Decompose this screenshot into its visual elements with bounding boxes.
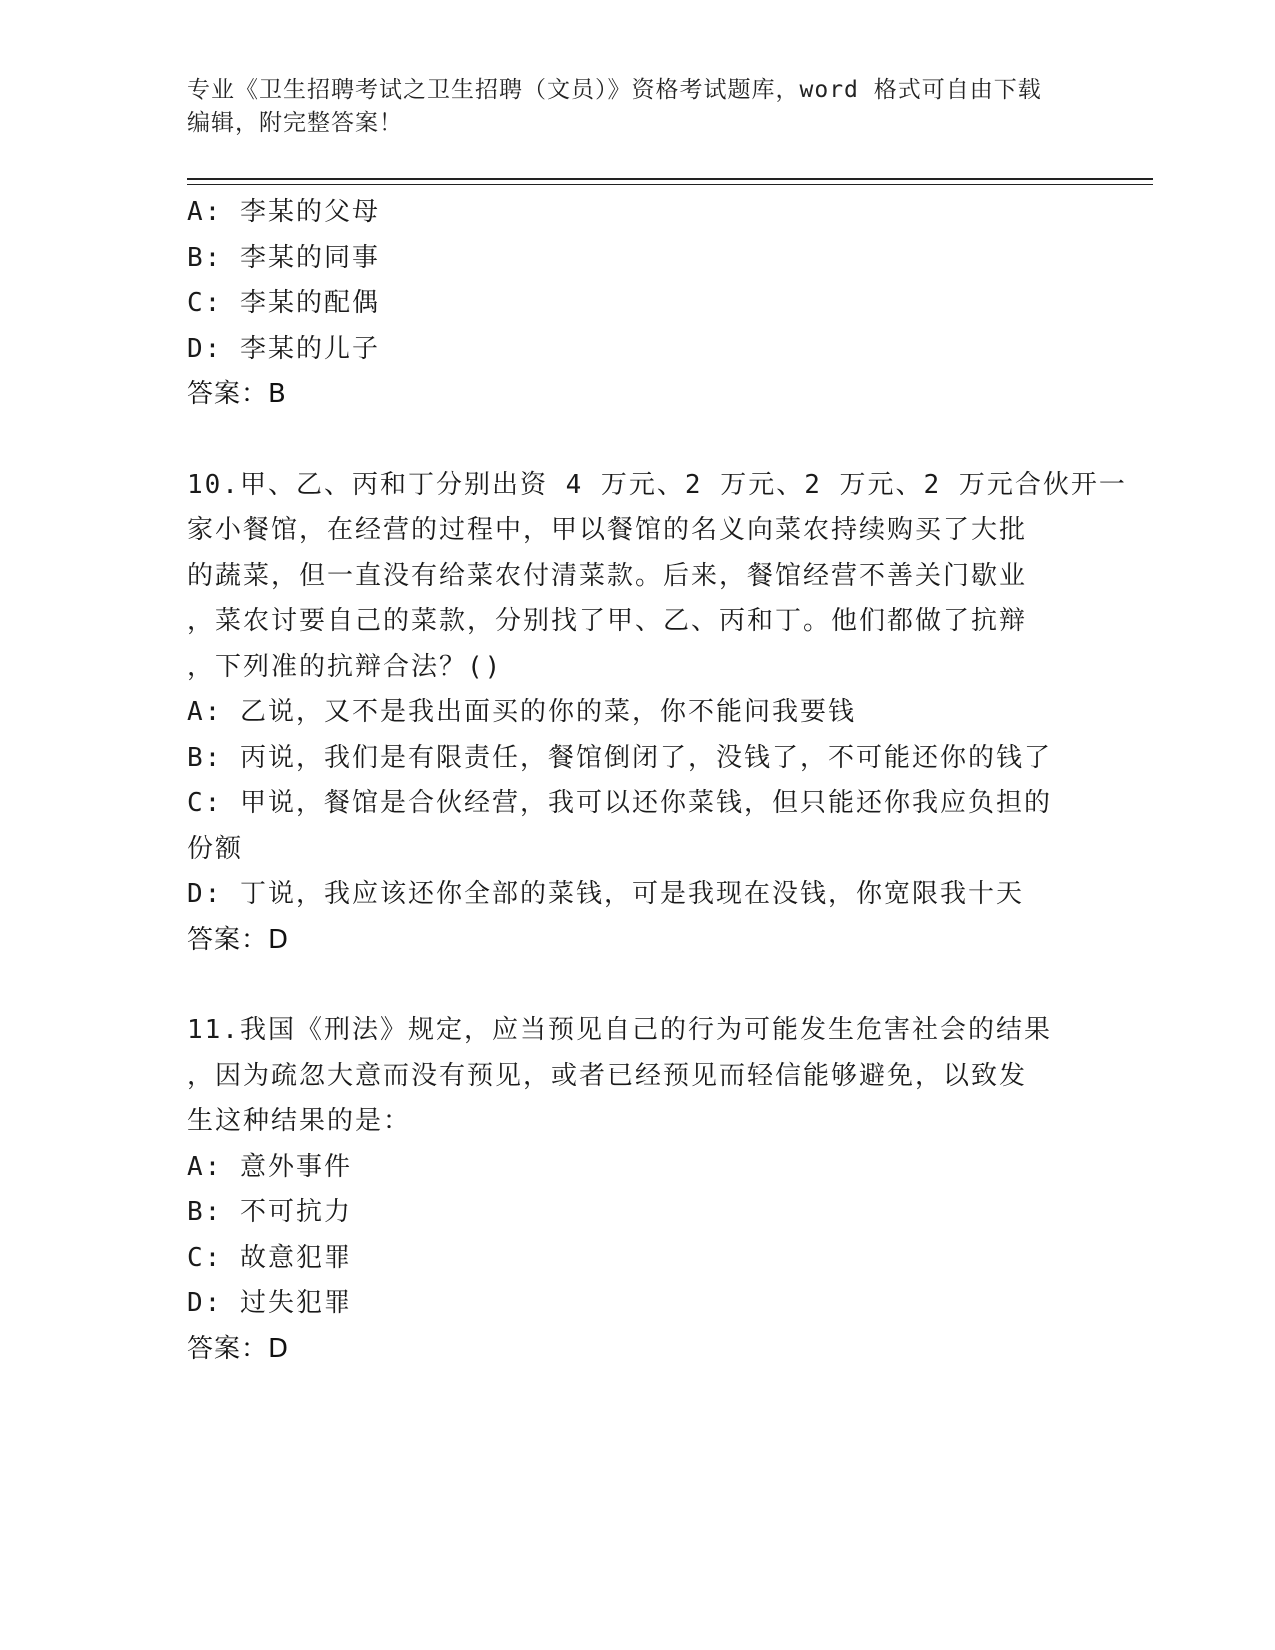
option-c: C: 故意犯罪 bbox=[187, 1242, 352, 1273]
question-stem-line: 家小餐馆，在经营的过程中，甲以餐馆的名义向菜农持续购买了大批 bbox=[187, 515, 1028, 545]
question-9 bbox=[187, 190, 1087, 418]
header-divider-thick bbox=[187, 178, 1153, 180]
answer-line: 答案：B bbox=[187, 379, 287, 409]
option-d: D: 过失犯罪 bbox=[187, 1288, 352, 1318]
question-stem-line: 10.甲、乙、丙和丁分别出资 4 万元、2 万元、2 万元、2 万元合伙开一 bbox=[187, 469, 1127, 500]
header-divider-thin bbox=[187, 184, 1153, 185]
question-10 bbox=[187, 463, 1127, 964]
option-c: C: 李某的配偶 bbox=[187, 288, 380, 318]
option-b: B: 李某的同事 bbox=[187, 242, 380, 273]
spacer bbox=[187, 418, 1087, 463]
header-line-1: 专业《卫生招聘考试之卫生招聘（文员）》资格考试题库，word 格式可自由下载 bbox=[187, 77, 1042, 103]
question-stem-line: ，下列准的抗辩合法？() bbox=[187, 651, 503, 682]
question-stem-line: ，因为疏忽大意而没有预见，或者已经预见而轻信能够避免，以致发 bbox=[187, 1060, 1028, 1091]
option-a: A: 乙说，又不是我出面买的你的菜，你不能问我要钱 bbox=[187, 697, 856, 727]
option-b: B: 丙说，我们是有限责任，餐馆倒闭了，没钱了，不可能还你的钱了 bbox=[187, 742, 1052, 773]
answer-line: 答案：D bbox=[187, 1333, 290, 1364]
header-line-2: 编辑，附完整答案！ bbox=[187, 110, 403, 136]
document-header bbox=[187, 74, 1067, 140]
question-11 bbox=[187, 1008, 1087, 1372]
question-stem-line: 的蔬菜，但一直没有给菜农付清菜款。后来，餐馆经营不善关门歇业 bbox=[187, 560, 1028, 591]
question-stem-line: 生这种结果的是： bbox=[187, 1106, 412, 1136]
question-stem-line: 11.我国《刑法》规定，应当预见自己的行为可能发生危害社会的结果 bbox=[187, 1015, 1052, 1045]
option-c-continued: 份额 bbox=[187, 833, 244, 864]
option-d: D: 李某的儿子 bbox=[187, 333, 380, 364]
question-content bbox=[187, 190, 1127, 1372]
option-a: A: 李某的父母 bbox=[187, 197, 380, 227]
option-b: B: 不可抗力 bbox=[187, 1197, 352, 1227]
question-stem-line: ，菜农讨要自己的菜款，分别找了甲、乙、丙和丁。他们都做了抗辩 bbox=[187, 606, 1028, 636]
option-d: D: 丁说，我应该还你全部的菜钱，可是我现在没钱，你宽限我十天 bbox=[187, 879, 1024, 909]
spacer bbox=[187, 963, 1087, 1008]
answer-line: 答案：D bbox=[187, 924, 290, 955]
option-a: A: 意外事件 bbox=[187, 1151, 352, 1182]
option-c: C: 甲说，餐馆是合伙经营，我可以还你菜钱，但只能还你我应负担的 bbox=[187, 788, 1052, 818]
